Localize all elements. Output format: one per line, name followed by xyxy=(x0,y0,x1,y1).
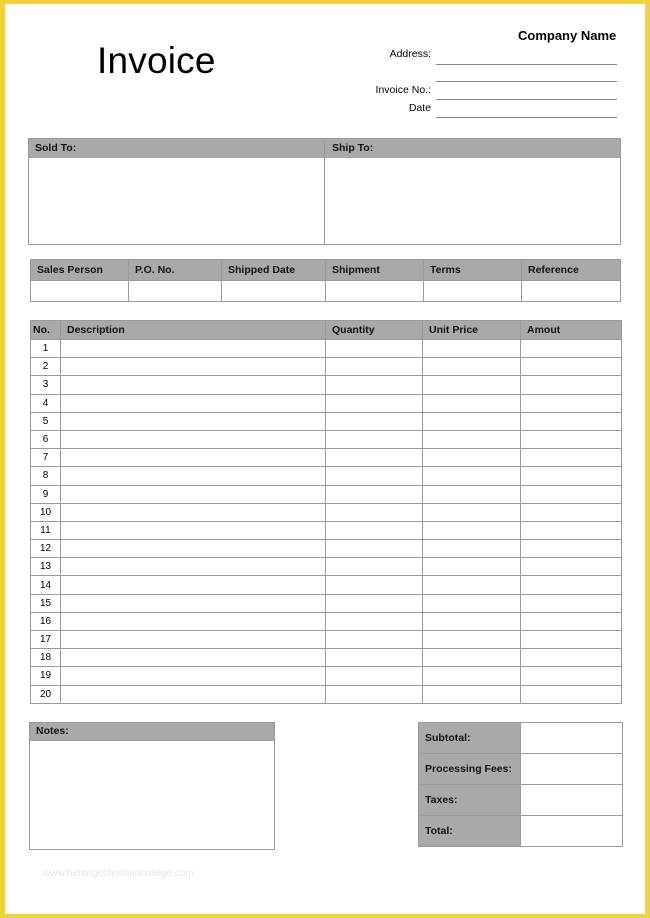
row-number: 18 xyxy=(31,649,61,667)
col-sales-person: Sales Person xyxy=(31,260,129,281)
quantity-cell[interactable] xyxy=(326,594,423,612)
description-cell[interactable] xyxy=(61,430,326,448)
description-cell[interactable] xyxy=(61,503,326,521)
order-info-header-row xyxy=(31,260,621,281)
unit-price-cell[interactable] xyxy=(423,540,521,558)
amount-cell[interactable] xyxy=(521,340,622,358)
unit-price-cell[interactable] xyxy=(423,649,521,667)
col-no: No. xyxy=(31,321,61,340)
table-row xyxy=(31,412,622,430)
quantity-cell[interactable] xyxy=(326,412,423,430)
unit-price-cell[interactable] xyxy=(423,467,521,485)
row-number: 20 xyxy=(31,685,61,703)
ship-to-header: Ship To: xyxy=(325,139,620,158)
quantity-cell[interactable] xyxy=(326,521,423,539)
amount-cell[interactable] xyxy=(521,394,622,412)
table-row xyxy=(31,467,622,485)
table-row xyxy=(31,631,622,649)
notes-box xyxy=(29,722,275,850)
amount-cell[interactable] xyxy=(521,430,622,448)
amount-cell[interactable] xyxy=(521,649,622,667)
table-row xyxy=(31,430,622,448)
taxes-field[interactable] xyxy=(521,785,623,816)
row-number: 2 xyxy=(31,358,61,376)
quantity-cell[interactable] xyxy=(326,540,423,558)
amount-cell[interactable] xyxy=(521,612,622,630)
unit-price-cell[interactable] xyxy=(423,485,521,503)
unit-price-cell[interactable] xyxy=(423,430,521,448)
description-cell[interactable] xyxy=(61,394,326,412)
description-cell[interactable] xyxy=(61,576,326,594)
table-row xyxy=(31,521,622,539)
quantity-cell[interactable] xyxy=(326,558,423,576)
description-cell[interactable] xyxy=(61,558,326,576)
amount-cell[interactable] xyxy=(521,503,622,521)
row-number: 5 xyxy=(31,412,61,430)
items-header-row xyxy=(31,321,622,340)
table-row xyxy=(31,358,622,376)
address-label: Address: xyxy=(389,48,431,60)
quantity-cell[interactable] xyxy=(326,576,423,594)
items-table xyxy=(30,320,622,704)
table-row xyxy=(31,340,622,358)
notes-field[interactable] xyxy=(30,741,274,849)
table-row xyxy=(31,649,622,667)
col-shipped-date: Shipped Date xyxy=(222,260,326,281)
unit-price-cell[interactable] xyxy=(423,394,521,412)
row-number: 4 xyxy=(31,394,61,412)
table-row xyxy=(31,594,622,612)
date-label: Date xyxy=(408,102,431,114)
description-cell[interactable] xyxy=(61,685,326,703)
description-cell[interactable] xyxy=(61,340,326,358)
po-no-field[interactable] xyxy=(129,281,222,302)
invoice-no-line[interactable] xyxy=(436,99,617,100)
amount-cell[interactable] xyxy=(521,358,622,376)
col-unit-price: Unit Price xyxy=(423,321,521,340)
sold-to-field[interactable] xyxy=(29,158,325,244)
unit-price-cell[interactable] xyxy=(423,358,521,376)
row-number: 1 xyxy=(31,340,61,358)
table-row xyxy=(31,612,622,630)
quantity-cell[interactable] xyxy=(326,394,423,412)
company-name: Company Name xyxy=(518,28,617,43)
order-info-row xyxy=(31,281,621,302)
table-row xyxy=(31,376,622,394)
page-title: Invoice xyxy=(97,40,216,81)
table-row xyxy=(31,394,622,412)
row-number: 10 xyxy=(31,503,61,521)
unit-price-cell[interactable] xyxy=(423,449,521,467)
terms-field[interactable] xyxy=(424,281,522,302)
address-line-1[interactable] xyxy=(436,64,617,65)
amount-cell[interactable] xyxy=(521,412,622,430)
unit-price-cell[interactable] xyxy=(423,594,521,612)
amount-cell[interactable] xyxy=(521,485,622,503)
shipment-field[interactable] xyxy=(326,281,424,302)
amount-cell[interactable] xyxy=(521,521,622,539)
notes-header: Notes: xyxy=(30,723,274,741)
amount-cell[interactable] xyxy=(521,667,622,685)
description-cell[interactable] xyxy=(61,667,326,685)
row-number: 17 xyxy=(31,631,61,649)
table-row xyxy=(31,558,622,576)
quantity-cell[interactable] xyxy=(326,358,423,376)
unit-price-cell[interactable] xyxy=(423,667,521,685)
amount-cell[interactable] xyxy=(521,467,622,485)
quantity-cell[interactable] xyxy=(326,612,423,630)
amount-cell[interactable] xyxy=(521,376,622,394)
sales-person-field[interactable] xyxy=(31,281,129,302)
totals-row xyxy=(419,785,623,816)
unit-price-cell[interactable] xyxy=(423,340,521,358)
order-info-table xyxy=(30,259,621,302)
quantity-cell[interactable] xyxy=(326,685,423,703)
amount-cell[interactable] xyxy=(521,576,622,594)
total-field[interactable] xyxy=(521,816,623,847)
unit-price-cell[interactable] xyxy=(423,612,521,630)
col-po-no: P.O. No. xyxy=(129,260,222,281)
table-row xyxy=(31,449,622,467)
totals-row xyxy=(419,723,623,754)
quantity-cell[interactable] xyxy=(326,649,423,667)
totals-row xyxy=(419,754,623,785)
processing-fees-field[interactable] xyxy=(521,754,623,785)
row-number: 3 xyxy=(31,376,61,394)
amount-cell[interactable] xyxy=(521,540,622,558)
col-reference: Reference xyxy=(522,260,621,281)
row-number: 19 xyxy=(31,667,61,685)
row-number: 16 xyxy=(31,612,61,630)
subtotal-label: Subtotal: xyxy=(419,723,521,754)
address-line-2[interactable] xyxy=(436,81,617,82)
unit-price-cell[interactable] xyxy=(423,558,521,576)
totals-row xyxy=(419,816,623,847)
col-terms: Terms xyxy=(424,260,522,281)
invoice-no-label: Invoice No.: xyxy=(375,84,431,96)
quantity-cell[interactable] xyxy=(326,485,423,503)
row-number: 15 xyxy=(31,594,61,612)
parties-box xyxy=(28,138,621,245)
quantity-cell[interactable] xyxy=(326,667,423,685)
description-cell[interactable] xyxy=(61,631,326,649)
totals-table xyxy=(418,722,623,847)
amount-cell[interactable] xyxy=(521,594,622,612)
quantity-cell[interactable] xyxy=(326,340,423,358)
description-cell[interactable] xyxy=(61,612,326,630)
amount-cell[interactable] xyxy=(521,558,622,576)
col-amount: Amout xyxy=(521,321,622,340)
table-row xyxy=(31,503,622,521)
description-cell[interactable] xyxy=(61,649,326,667)
total-label: Total: xyxy=(419,816,521,847)
invoice-page xyxy=(5,4,645,914)
processing-fees-label: Processing Fees: xyxy=(419,754,521,785)
table-row xyxy=(31,667,622,685)
description-cell[interactable] xyxy=(61,412,326,430)
table-row xyxy=(31,485,622,503)
unit-price-cell[interactable] xyxy=(423,412,521,430)
quantity-cell[interactable] xyxy=(326,467,423,485)
table-row xyxy=(31,685,622,703)
watermark: www.heritagechristiancollege.com xyxy=(43,868,194,879)
description-cell[interactable] xyxy=(61,467,326,485)
quantity-cell[interactable] xyxy=(326,376,423,394)
unit-price-cell[interactable] xyxy=(423,503,521,521)
row-number: 9 xyxy=(31,485,61,503)
quantity-cell[interactable] xyxy=(326,430,423,448)
unit-price-cell[interactable] xyxy=(423,376,521,394)
description-cell[interactable] xyxy=(61,358,326,376)
row-number: 8 xyxy=(31,467,61,485)
ship-to-field[interactable] xyxy=(325,158,620,244)
table-row xyxy=(31,576,622,594)
quantity-cell[interactable] xyxy=(326,631,423,649)
date-line[interactable] xyxy=(436,117,617,118)
row-number: 11 xyxy=(31,521,61,539)
amount-cell[interactable] xyxy=(521,685,622,703)
description-cell[interactable] xyxy=(61,376,326,394)
description-cell[interactable] xyxy=(61,449,326,467)
unit-price-cell[interactable] xyxy=(423,576,521,594)
col-quantity: Quantity xyxy=(326,321,423,340)
unit-price-cell[interactable] xyxy=(423,685,521,703)
reference-field[interactable] xyxy=(522,281,621,302)
amount-cell[interactable] xyxy=(521,631,622,649)
row-number: 12 xyxy=(31,540,61,558)
shipped-date-field[interactable] xyxy=(222,281,326,302)
col-description: Description xyxy=(61,321,326,340)
amount-cell[interactable] xyxy=(521,449,622,467)
unit-price-cell[interactable] xyxy=(423,631,521,649)
unit-price-cell[interactable] xyxy=(423,521,521,539)
description-cell[interactable] xyxy=(61,485,326,503)
quantity-cell[interactable] xyxy=(326,503,423,521)
col-shipment: Shipment xyxy=(326,260,424,281)
sold-to-header: Sold To: xyxy=(29,139,325,158)
taxes-label: Taxes: xyxy=(419,785,521,816)
row-number: 14 xyxy=(31,576,61,594)
description-cell[interactable] xyxy=(61,540,326,558)
row-number: 13 xyxy=(31,558,61,576)
description-cell[interactable] xyxy=(61,594,326,612)
table-row xyxy=(31,540,622,558)
row-number: 6 xyxy=(31,430,61,448)
row-number: 7 xyxy=(31,449,61,467)
description-cell[interactable] xyxy=(61,521,326,539)
quantity-cell[interactable] xyxy=(326,449,423,467)
subtotal-field[interactable] xyxy=(521,723,623,754)
